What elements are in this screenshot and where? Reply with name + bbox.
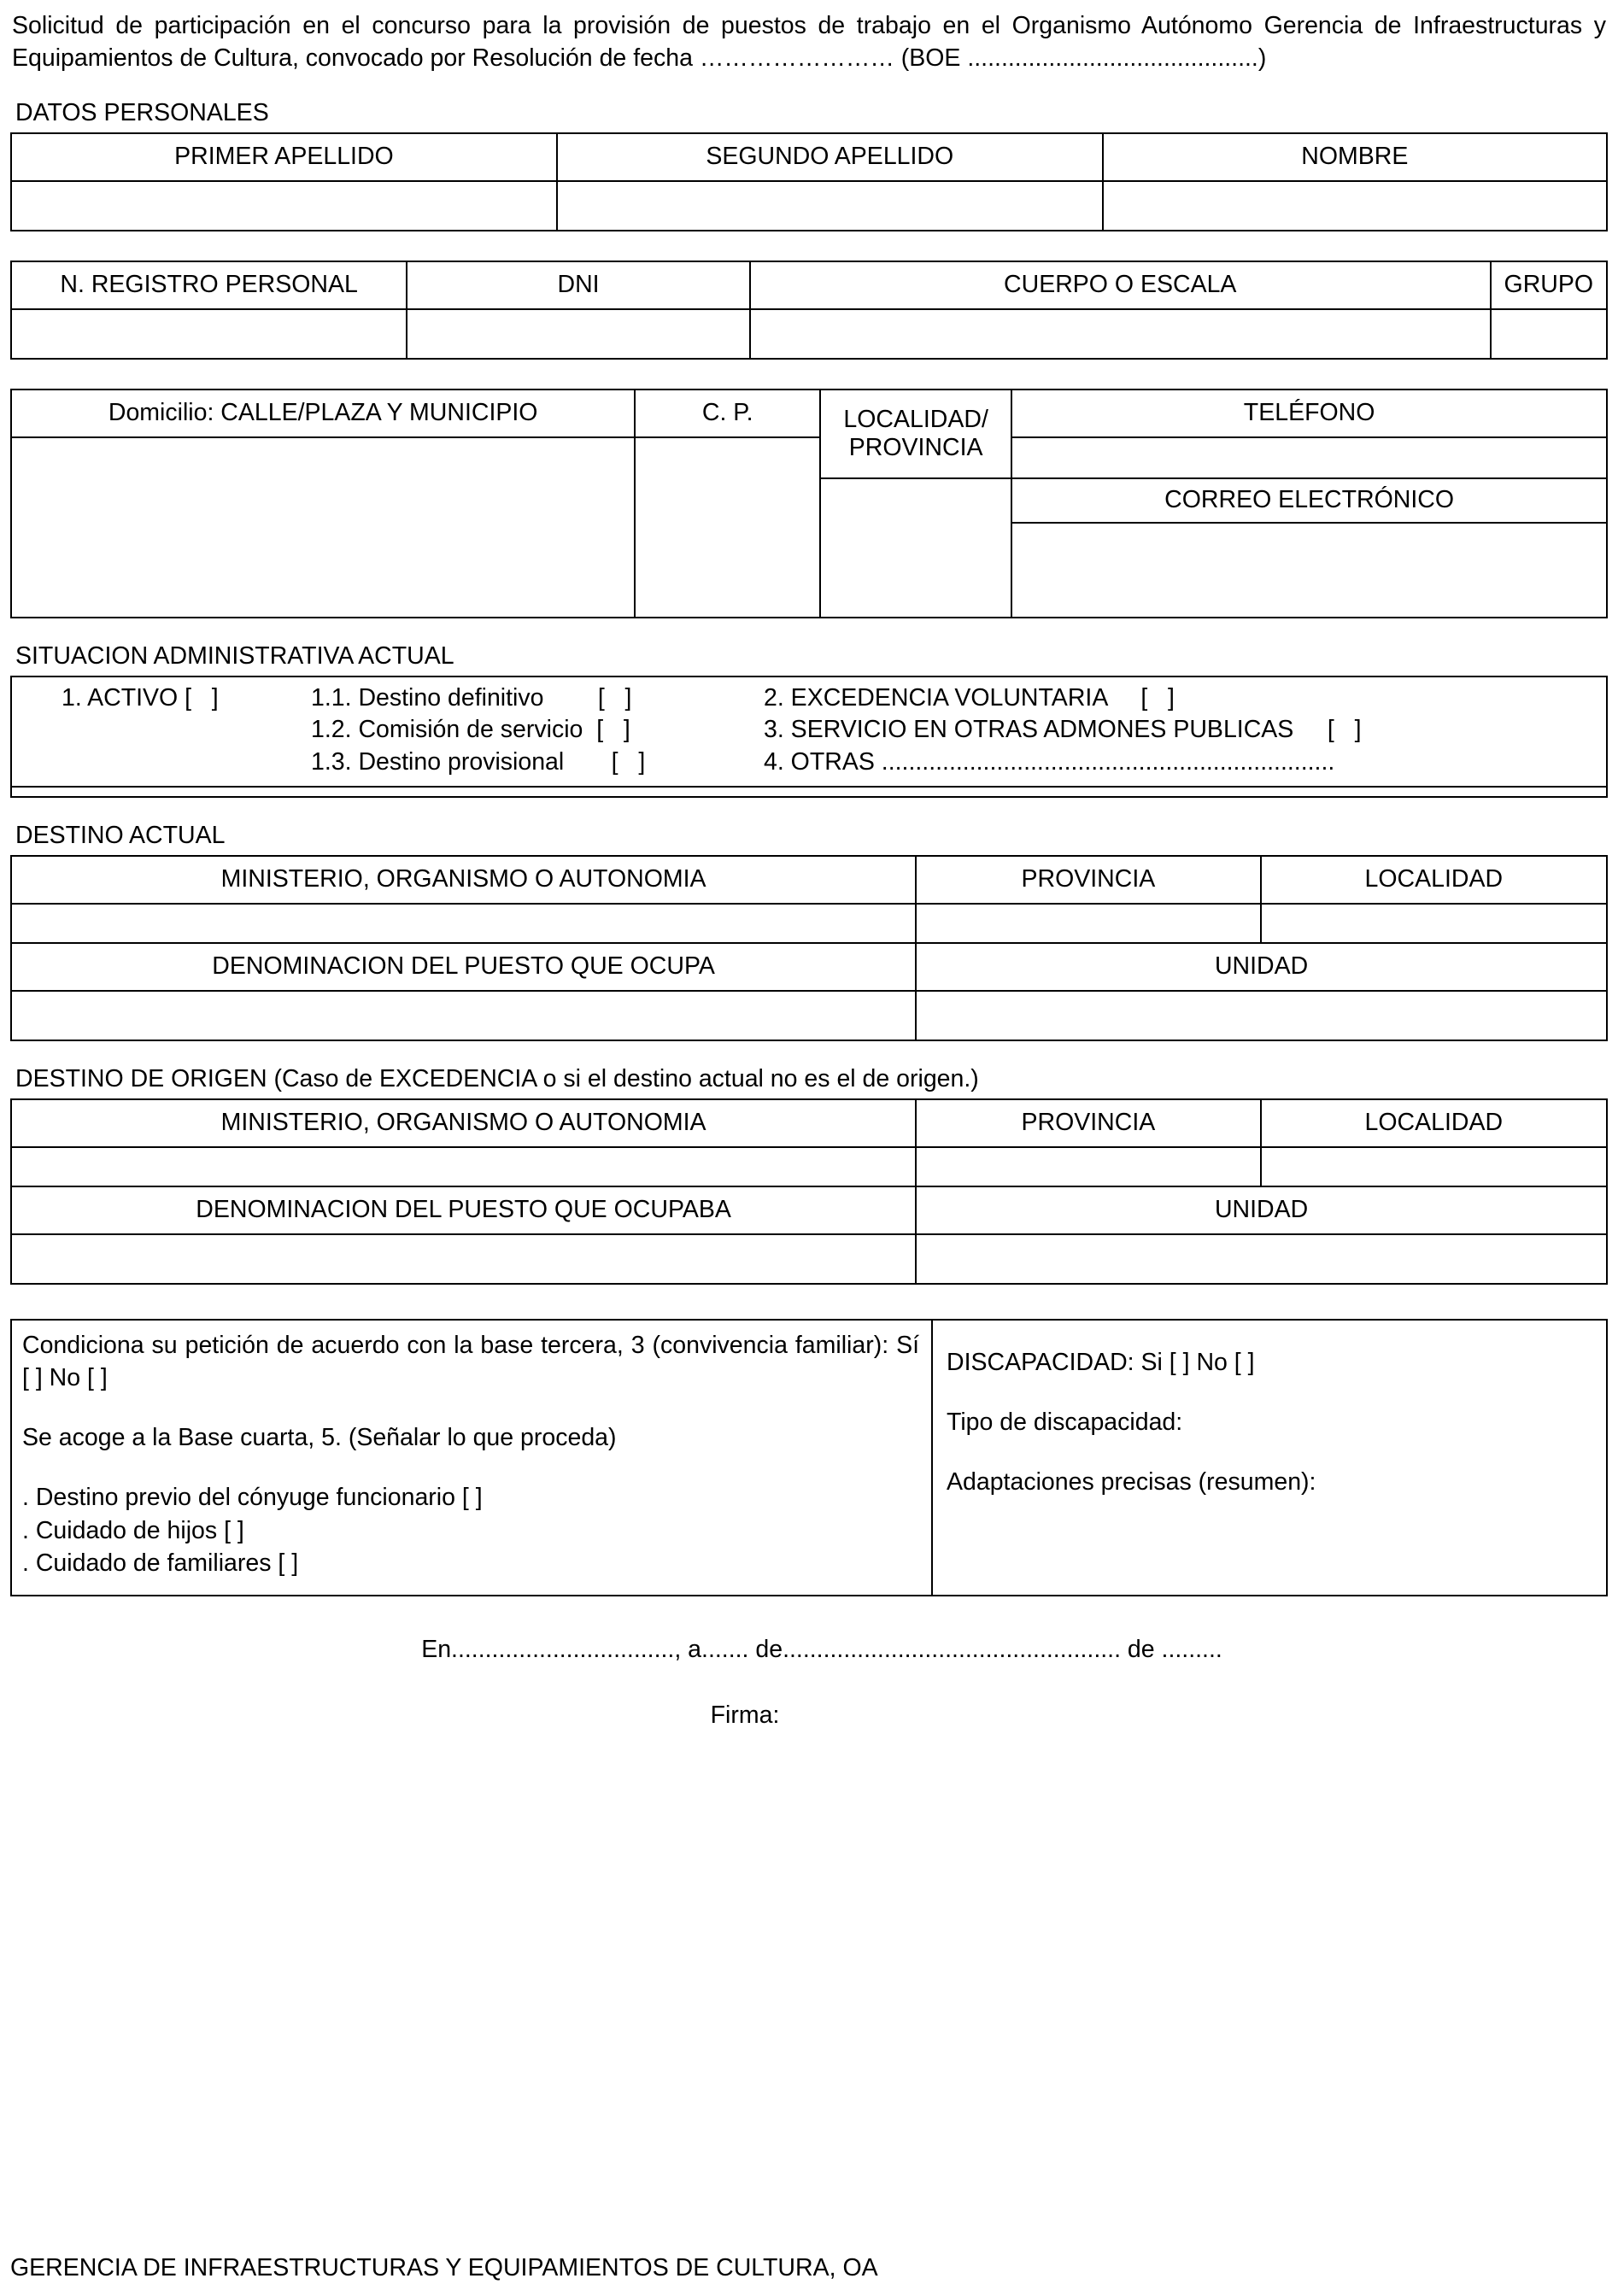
header-dni: DNI — [407, 261, 750, 309]
situacion-bottom-strip — [10, 788, 1608, 798]
field-cp[interactable] — [635, 523, 820, 618]
spacer — [947, 1329, 1594, 1346]
field-cuerpo-escala[interactable] — [750, 309, 1491, 359]
condiciona-left-column — [12, 1321, 933, 1595]
table-destino-origen — [10, 1098, 1608, 1285]
table-domicilio — [10, 389, 1608, 618]
field-primer-apellido[interactable] — [11, 181, 557, 231]
header-provincia-actual: PROVINCIA — [916, 856, 1260, 904]
discapacidad-right-column — [933, 1321, 1606, 1595]
header-cuerpo-escala: CUERPO O ESCALA — [750, 261, 1491, 309]
header-cp: C. P. — [635, 390, 820, 437]
option-otras[interactable]: 4. OTRAS ................................................................... — [764, 748, 1335, 776]
cp-spacer-cell-2 — [635, 478, 820, 523]
field-unidad-origen[interactable] — [916, 1234, 1607, 1284]
option-discapacidad[interactable]: DISCAPACIDAD: Si [ ] No [ ] — [947, 1348, 1255, 1376]
intro-paragraph — [12, 10, 1606, 75]
field-denominacion-puesto-ocupaba[interactable] — [11, 1234, 916, 1284]
option-comision-servicio[interactable]: 1.2. Comisión de servicio [ ] — [311, 716, 630, 744]
header-denominacion-puesto-ocupaba: DENOMINACION DEL PUESTO QUE OCUPABA — [11, 1186, 916, 1234]
table-row-correo-header — [11, 478, 1607, 523]
field-localidad-actual[interactable] — [1261, 904, 1607, 943]
section-label-destino-actual: DESTINO ACTUAL — [15, 821, 226, 849]
table-destino-actual — [10, 855, 1608, 1041]
header-unidad-actual: UNIDAD — [916, 943, 1607, 991]
field-unidad-actual[interactable] — [916, 991, 1607, 1040]
field-nombre[interactable] — [1103, 181, 1607, 231]
header-denominacion-puesto-ocupa: DENOMINACION DEL PUESTO QUE OCUPA — [11, 943, 916, 991]
option-destino-definitivo[interactable]: 1.1. Destino definitivo [ ] — [311, 683, 632, 712]
signature-area — [10, 1636, 1608, 1730]
table-row-headers — [11, 261, 1607, 309]
situacion-administrativa-box — [10, 676, 1608, 788]
field-provincia-origen[interactable] — [916, 1147, 1260, 1186]
header-localidad-origen: LOCALIDAD — [1261, 1099, 1607, 1147]
cp-spacer-cell — [635, 437, 820, 478]
field-localidad-provincia[interactable] — [820, 523, 1011, 618]
localidad-spacer-cell — [820, 478, 1011, 523]
intro-text: Solicitud de participación en el concurso para la provisión de puestos de trabajo en el Organismo Autónomo Gerencia de Infraestructuras y Equipamientos de Cultura, convocado por Resolución de fecha …………………… (BOE ...........................................) — [12, 12, 1606, 72]
field-telefono[interactable] — [1011, 437, 1607, 478]
header-primer-apellido: PRIMER APELLIDO — [11, 133, 557, 181]
footer-organismo: GERENCIA DE INFRAESTRUCTURAS Y EQUIPAMIENTOS DE CULTURA, OA — [10, 2254, 878, 2281]
situacion-blank-2 — [21, 747, 311, 779]
table-row-fields-2 — [11, 991, 1607, 1040]
table-row-fields — [11, 181, 1607, 231]
option-destino-previo-conyuge[interactable]: . Destino previo del cónyuge funcionario [ ] — [22, 1484, 483, 1512]
header-provincia-origen: PROVINCIA — [916, 1099, 1260, 1147]
table-row-domicilio-fields — [11, 523, 1607, 618]
option-activo[interactable]: 1. ACTIVO [ ] — [62, 683, 219, 712]
field-dni[interactable] — [407, 309, 750, 359]
header-localidad-provincia: LOCALIDAD/ PROVINCIA — [820, 390, 1011, 478]
table-row-headers — [11, 1099, 1607, 1147]
situacion-row-3 — [21, 747, 1597, 779]
table-row-headers — [11, 856, 1607, 904]
header-unidad-origen: UNIDAD — [916, 1186, 1607, 1234]
spacer — [10, 231, 1608, 261]
field-ministerio-actual[interactable] — [11, 904, 916, 943]
section-label-destino-origen: DESTINO DE ORIGEN (Caso de EXCEDENCIA o si el destino actual no es el de origen.) — [15, 1064, 979, 1092]
option-excedencia-voluntaria[interactable]: 2. EXCEDENCIA VOLUNTARIA [ ] — [764, 683, 1175, 712]
field-grupo[interactable] — [1491, 309, 1607, 359]
header-nombre: NOMBRE — [1103, 133, 1607, 181]
header-registro-personal: N. REGISTRO PERSONAL — [11, 261, 407, 309]
spacer — [947, 1438, 1594, 1466]
table-row-headers-2 — [11, 943, 1607, 991]
header-grupo: GRUPO — [1491, 261, 1607, 309]
header-ministerio-actual: MINISTERIO, ORGANISMO O AUTONOMIA — [11, 856, 916, 904]
table-row-headers — [11, 133, 1607, 181]
field-correo-electronico[interactable] — [1011, 523, 1607, 618]
spacer — [22, 1454, 919, 1481]
header-segundo-apellido: SEGUNDO APELLIDO — [557, 133, 1103, 181]
field-denominacion-puesto-ocupa[interactable] — [11, 991, 916, 1040]
field-segundo-apellido[interactable] — [557, 181, 1103, 231]
situacion-row-1 — [21, 682, 1597, 715]
field-domicilio[interactable] — [11, 523, 635, 618]
field-adaptaciones-precisas[interactable]: Adaptaciones precisas (resumen): — [947, 1468, 1316, 1496]
condiciona-base-cuarta: Se acoge a la Base cuarta, 5. (Señalar lo que proceda) — [22, 1424, 617, 1452]
spacer — [10, 360, 1608, 389]
table-row-domicilio-headers — [11, 390, 1607, 437]
table-row-fields — [11, 904, 1607, 943]
spacer — [947, 1379, 1594, 1406]
header-correo-electronico: CORREO ELECTRÓNICO — [1011, 478, 1607, 523]
field-firma[interactable]: Firma: — [710, 1701, 780, 1729]
section-label-datos-personales: DATOS PERSONALES — [15, 98, 269, 126]
field-lugar-fecha[interactable]: En................................., a....... de.................................................. de ......... — [421, 1635, 1222, 1663]
domicilio-spacer-cell — [11, 437, 635, 478]
header-domicilio: Domicilio: CALLE/PLAZA Y MUNICIPIO — [11, 390, 635, 437]
header-ministerio-origen: MINISTERIO, ORGANISMO O AUTONOMIA — [11, 1099, 916, 1147]
situacion-row-2 — [21, 714, 1597, 747]
situacion-blank-1 — [21, 714, 311, 747]
spacer — [10, 1285, 1608, 1319]
option-cuidado-familiares[interactable]: . Cuidado de familiares [ ] — [22, 1549, 299, 1577]
option-servicio-otras-admones[interactable]: 3. SERVICIO EN OTRAS ADMONES PUBLICAS [ ] — [764, 716, 1362, 744]
table-row-fields — [11, 1147, 1607, 1186]
option-cuidado-hijos[interactable]: . Cuidado de hijos [ ] — [22, 1516, 244, 1544]
table-row-telefono-field — [11, 437, 1607, 478]
section-label-situacion: SITUACION ADMINISTRATIVA ACTUAL — [15, 641, 454, 670]
domicilio-spacer-cell-2 — [11, 478, 635, 523]
field-ministerio-origen[interactable] — [11, 1147, 916, 1186]
condiciona-discapacidad-block — [10, 1319, 1608, 1596]
field-provincia-actual[interactable] — [916, 904, 1260, 943]
field-registro-personal[interactable] — [11, 309, 407, 359]
field-localidad-origen[interactable] — [1261, 1147, 1607, 1186]
option-destino-provisional[interactable]: 1.3. Destino provisional [ ] — [311, 748, 646, 776]
table-registro-personal — [10, 261, 1608, 360]
condiciona-base-tercera[interactable]: Condiciona su petición de acuerdo con la base tercera, 3 (convivencia familiar): Sí [ ] No [ ] — [22, 1331, 919, 1391]
field-tipo-discapacidad[interactable]: Tipo de discapacidad: — [947, 1408, 1183, 1436]
table-row-fields — [11, 309, 1607, 359]
header-telefono: TELÉFONO — [1011, 390, 1607, 437]
header-localidad-actual: LOCALIDAD — [1261, 856, 1607, 904]
table-row-fields-2 — [11, 1234, 1607, 1284]
table-datos-personales — [10, 132, 1608, 231]
table-row-headers-2 — [11, 1186, 1607, 1234]
spacer — [22, 1394, 919, 1421]
